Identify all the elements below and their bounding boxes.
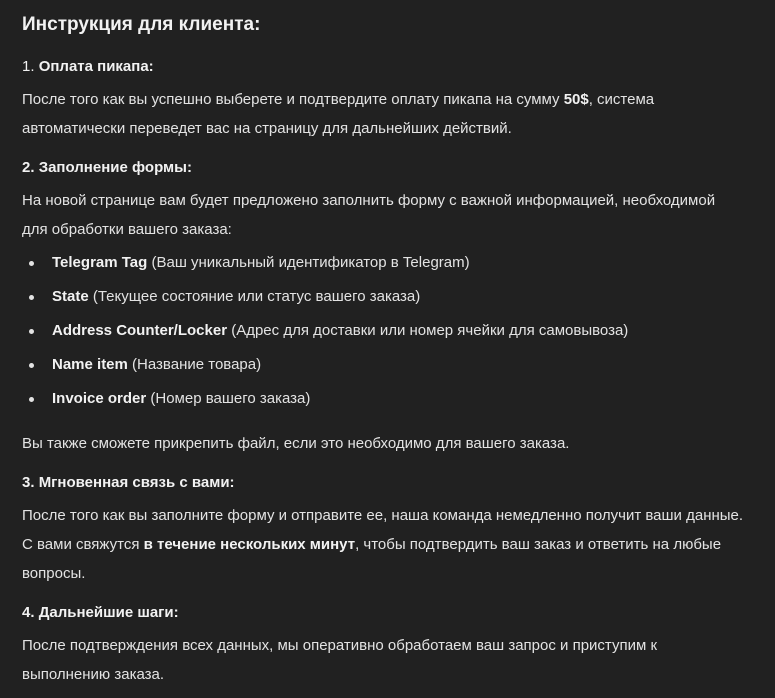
- payment-paragraph: [22, 85, 753, 143]
- bullet-icon: [29, 261, 34, 266]
- next-steps-paragraph: После подтверждения всех данных, мы оперативно обработаем ваш запрос и приступим к выполнению заказа.: [22, 637, 658, 683]
- section-number: 2.: [22, 159, 35, 176]
- field-name: Telegram Tag: [52, 254, 148, 271]
- section-title: Дальнейшие шаги:: [38, 604, 179, 621]
- section-title: Оплата пикапа:: [38, 58, 154, 75]
- section-heading-payment: [22, 57, 753, 77]
- field-description: (Текущее состояние или статус вашего заказа): [88, 288, 421, 305]
- list-item: [22, 389, 753, 409]
- payment-amount: 50$: [563, 91, 589, 108]
- text: , чтобы подтвердить ваш заказ и ответить на любые вопросы.: [22, 536, 722, 582]
- field-description: (Адрес для доставки или номер ячейки для самовывоза): [227, 322, 629, 339]
- section-title: Мгновенная связь с вами:: [38, 474, 235, 491]
- list-item: [22, 355, 753, 375]
- attach-file-paragraph: Вы также сможете прикрепить файл, если это необходимо для вашего заказа.: [22, 435, 570, 452]
- text: После того как вы заполните форму и отправите ее, наша команда немедленно получит ваши данные.: [22, 507, 744, 524]
- bullet-icon: [29, 295, 34, 300]
- form-intro-paragraph: На новой странице вам будет предложено заполнить форму с важной информацией, необходимой для обработки вашего заказа:: [22, 192, 716, 238]
- section-number: 1.: [22, 58, 35, 75]
- bullet-icon: [29, 397, 34, 402]
- form-fields-list: [22, 253, 753, 409]
- text: После того как вы успешно выберете и подтвердите оплату пикапа на сумму: [22, 91, 564, 108]
- field-description: (Название товара): [127, 356, 262, 373]
- section-title: Заполнение формы:: [38, 159, 192, 176]
- section-number: 4.: [22, 604, 35, 621]
- list-item: [22, 287, 753, 307]
- field-name: Invoice order: [52, 390, 147, 407]
- field-name: Address Counter/Locker: [52, 322, 228, 339]
- section-number: 3.: [22, 474, 35, 491]
- list-item: [22, 321, 753, 341]
- field-description: (Ваш уникальный идентификатор в Telegram): [147, 254, 470, 271]
- field-name: State: [52, 288, 89, 305]
- field-name: Name item: [52, 356, 128, 373]
- document-title: Инструкция для клиента:: [22, 14, 261, 35]
- section-heading-next-steps: [22, 603, 753, 623]
- section-heading-form: [22, 158, 753, 178]
- bullet-icon: [29, 329, 34, 334]
- section-heading-contact: [22, 473, 753, 493]
- text: , система автоматически переведет вас на страницу для дальнейших действий.: [22, 91, 655, 137]
- contact-paragraph: [22, 501, 753, 588]
- bullet-icon: [29, 363, 34, 368]
- contact-time: в течение нескольких минут: [143, 536, 356, 553]
- text: С вами свяжутся: [22, 536, 144, 553]
- field-description: (Номер вашего заказа): [146, 390, 311, 407]
- list-item: [22, 253, 753, 273]
